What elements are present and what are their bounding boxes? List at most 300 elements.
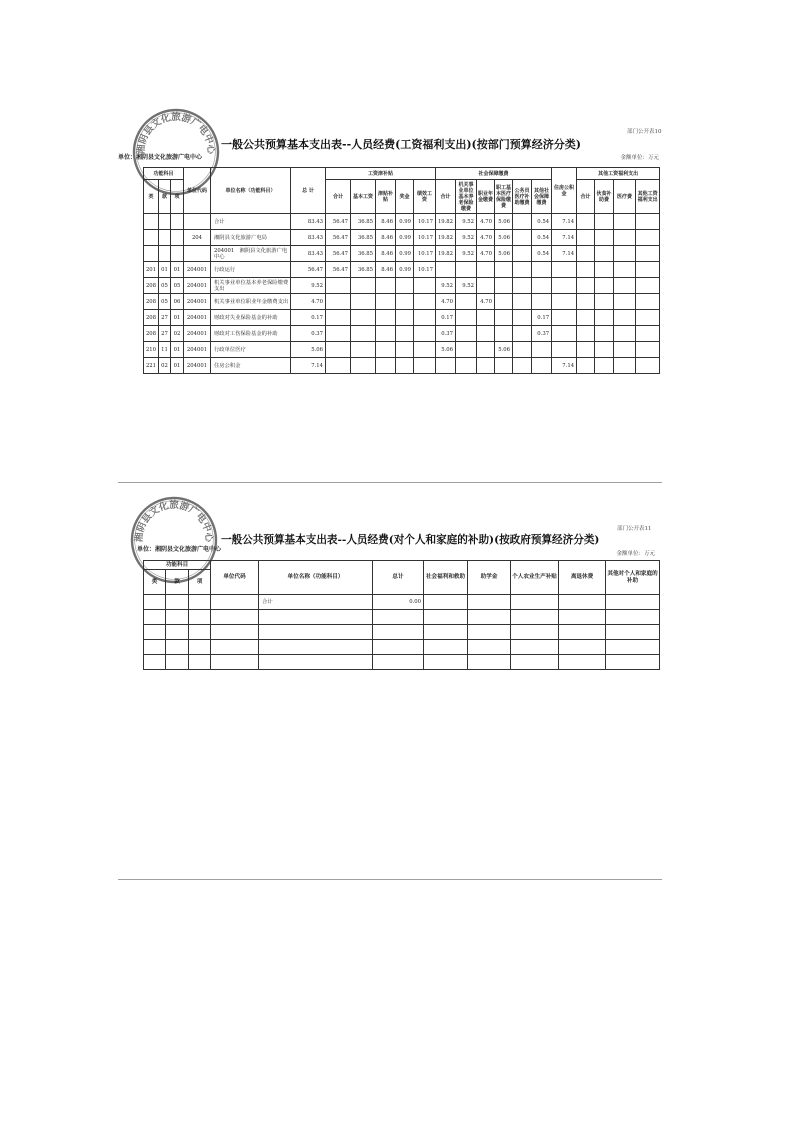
cell-class: 208 [144, 294, 159, 310]
cell-other-social [532, 294, 552, 310]
header-item: 项 [189, 570, 211, 595]
cell-other-welfare [636, 326, 660, 342]
cell-class: 221 [144, 358, 159, 374]
cell-total: 9.52 [291, 278, 326, 294]
cell-performance-wage: 10.17 [414, 214, 436, 230]
cell-unit-name: 湘阴县文化旅游广电局 [211, 230, 291, 246]
cell-bonus [396, 278, 414, 294]
cell-agri-subsidy [511, 640, 559, 655]
cell-total: 56.47 [291, 262, 326, 278]
cell-medical-fee [614, 342, 636, 358]
cell-meal-subsidy [595, 326, 614, 342]
cell-medical-insurance: 5.06 [495, 230, 513, 246]
cell-unit-name [259, 655, 373, 670]
cell-other-welfare [636, 262, 660, 278]
cell-medical-insurance [495, 358, 513, 374]
header-unit-code: 单位代码 [211, 561, 259, 595]
header-total: 总 计 [291, 168, 326, 214]
cell-stipend [468, 595, 511, 610]
header-bonus: 奖金 [396, 180, 414, 214]
cell-civil-medical [513, 294, 532, 310]
cell-social-total: 0.37 [436, 326, 456, 342]
cell-total: 83.43 [291, 246, 326, 262]
cell-class [144, 595, 166, 610]
cell-basic-wage [351, 294, 376, 310]
cell-meal-subsidy [595, 294, 614, 310]
cell-other-social: 0.54 [532, 214, 552, 230]
cell-class: 201 [144, 262, 159, 278]
cell-allowance: 8.46 [376, 246, 396, 262]
cell-bonus [396, 358, 414, 374]
cell-retirement [559, 640, 606, 655]
cell-agri-subsidy [511, 595, 559, 610]
document-title: 一般公共预算基本支出表--人员经费(工资福利支出)(按部门预算经济分类) [221, 138, 581, 151]
scan-edge-line [118, 482, 662, 483]
cell-performance-wage [414, 294, 436, 310]
cell-basic-wage [351, 358, 376, 374]
cell-medical-fee [614, 278, 636, 294]
cell-pension: 9.52 [456, 230, 477, 246]
cell-item: 05 [171, 278, 184, 294]
cell-medical-insurance: 5.06 [495, 342, 513, 358]
seal-text: 湘阴县文化旅游广电中心 [133, 499, 215, 543]
form-number: 部门公开表11 [617, 526, 652, 532]
cell-annuity [477, 358, 495, 374]
header-stipend: 助学金 [468, 561, 511, 595]
cell-stipend [468, 625, 511, 640]
cell-performance-wage [414, 342, 436, 358]
cell-allowance [376, 310, 396, 326]
cell-allowance [376, 358, 396, 374]
cell-performance-wage [414, 358, 436, 374]
cell-pension [456, 342, 477, 358]
header-wage-group: 工资津补贴 [326, 168, 436, 180]
cell-other-welfare [636, 246, 660, 262]
table-row [144, 294, 660, 310]
cell-bonus: 0.99 [396, 246, 414, 262]
cell-other-total [577, 310, 595, 326]
cell-housing-fund [552, 326, 577, 342]
header-item: 项 [171, 180, 184, 214]
cell-unit-code: 204001 [184, 342, 211, 358]
unit-label: 单位：湘阴县文化旅游广电中心 [118, 154, 203, 161]
cell-unit-code: 204001 [184, 326, 211, 342]
cell-meal-subsidy [595, 246, 614, 262]
cell-annuity: 4.70 [477, 294, 495, 310]
cell-other-family-subsidy [606, 640, 660, 655]
cell-annuity [477, 262, 495, 278]
cell-item [189, 595, 211, 610]
cell-total: 5.06 [291, 342, 326, 358]
cell-social-welfare [424, 610, 468, 625]
header-subclass: 款 [159, 180, 171, 214]
cell-civil-medical [513, 246, 532, 262]
cell-unit-name [259, 640, 373, 655]
cell-total [373, 655, 424, 670]
cell-class [144, 625, 166, 640]
cell-medical-fee [614, 326, 636, 342]
header-social-welfare: 社会福利和救助 [424, 561, 468, 595]
cell-other-family-subsidy [606, 610, 660, 625]
cell-item: 01 [171, 342, 184, 358]
table-row [144, 640, 660, 655]
cell-medical-fee [614, 230, 636, 246]
cell-other-welfare [636, 310, 660, 326]
cell-basic-wage [351, 310, 376, 326]
cell-medical-insurance: 5.06 [495, 214, 513, 230]
cell-basic-wage [351, 326, 376, 342]
cell-subclass [159, 214, 171, 230]
cell-subclass [159, 230, 171, 246]
cell-civil-medical [513, 278, 532, 294]
cell-bonus [396, 326, 414, 342]
cell-total: 4.70 [291, 294, 326, 310]
cell-bonus [396, 310, 414, 326]
cell-pension [456, 326, 477, 342]
cell-civil-medical [513, 230, 532, 246]
cell-item [189, 610, 211, 625]
cell-bonus: 0.99 [396, 214, 414, 230]
cell-other-total [577, 262, 595, 278]
header-other-total: 合计 [577, 180, 595, 214]
cell-other-welfare [636, 294, 660, 310]
cell-housing-fund [552, 262, 577, 278]
cell-housing-fund [552, 310, 577, 326]
header-allowance: 津贴补贴 [376, 180, 396, 214]
cell-medical-fee [614, 358, 636, 374]
cell-other-social [532, 358, 552, 374]
cell-meal-subsidy [595, 342, 614, 358]
cell-unit-code: 204 [184, 230, 211, 246]
cell-other-total [577, 294, 595, 310]
cell-social-welfare [424, 655, 468, 670]
cell-unit-code: 204001 [184, 294, 211, 310]
cell-allowance: 8.46 [376, 230, 396, 246]
cell-class: 208 [144, 310, 159, 326]
cell-bonus [396, 294, 414, 310]
cell-pension [456, 294, 477, 310]
cell-subclass [159, 246, 171, 262]
table-row [144, 326, 660, 342]
cell-other-total [577, 358, 595, 374]
table-row [144, 358, 660, 374]
cell-social-total: 5.06 [436, 342, 456, 358]
cell-agri-subsidy [511, 610, 559, 625]
cell-other-total [577, 214, 595, 230]
cell-subclass [166, 640, 189, 655]
cell-annuity [477, 326, 495, 342]
cell-annuity [477, 278, 495, 294]
cell-pension: 9.52 [456, 214, 477, 230]
cell-subclass: 01 [159, 262, 171, 278]
cell-unit-code: 204001 [184, 358, 211, 374]
cell-other-welfare [636, 342, 660, 358]
cell-subclass [166, 610, 189, 625]
cell-stipend [468, 655, 511, 670]
table-row [144, 310, 660, 326]
cell-agri-subsidy [511, 625, 559, 640]
cell-civil-medical [513, 310, 532, 326]
cell-class [144, 610, 166, 625]
cell-medical-fee [614, 310, 636, 326]
cell-civil-medical [513, 262, 532, 278]
header-other-welfare: 其他工资福利支出 [636, 180, 660, 214]
cell-meal-subsidy [595, 262, 614, 278]
cell-other-welfare [636, 358, 660, 374]
cell-class [144, 246, 159, 262]
cell-bonus [396, 342, 414, 358]
cell-class: 208 [144, 278, 159, 294]
cell-item [171, 214, 184, 230]
cell-other-family-subsidy [606, 595, 660, 610]
cell-allowance [376, 294, 396, 310]
cell-medical-insurance: 5.06 [495, 246, 513, 262]
cell-unit-code: 204001 [184, 262, 211, 278]
cell-item [171, 230, 184, 246]
cell-wage-total [326, 294, 351, 310]
document-title: 一般公共预算基本支出表--人员经费(对个人和家庭的补助)(按政府预算经济分类) [221, 534, 600, 546]
cell-class: 208 [144, 326, 159, 342]
cell-subclass [166, 595, 189, 610]
cell-total: 0.17 [291, 310, 326, 326]
cell-social-welfare [424, 640, 468, 655]
cell-other-total [577, 278, 595, 294]
cell-housing-fund [552, 342, 577, 358]
cell-item [171, 246, 184, 262]
cell-subclass: 05 [159, 294, 171, 310]
cell-unit-name: 财政对失业保险基金的补助 [211, 310, 291, 326]
amount-unit-label: 金额单位：万元 [616, 551, 655, 557]
cell-unit-name: 住房公积金 [211, 358, 291, 374]
cell-medical-insurance [495, 278, 513, 294]
cell-other-total [577, 246, 595, 262]
cell-class: 210 [144, 342, 159, 358]
cell-unit-code [211, 625, 259, 640]
cell-wage-total [326, 342, 351, 358]
header-social-total: 合计 [436, 180, 456, 214]
cell-subclass: 11 [159, 342, 171, 358]
cell-wage-total: 56.47 [326, 246, 351, 262]
cell-item: 01 [171, 358, 184, 374]
header-unit-name: 单位名称（功能科目） [211, 168, 291, 214]
cell-basic-wage: 36.85 [351, 214, 376, 230]
cell-performance-wage: 10.17 [414, 262, 436, 278]
cell-wage-total [326, 326, 351, 342]
cell-social-total: 9.52 [436, 278, 456, 294]
cell-other-total [577, 230, 595, 246]
cell-performance-wage [414, 278, 436, 294]
cell-unit-name: 合计 [211, 214, 291, 230]
cell-unit-code: 204001 [184, 310, 211, 326]
cell-other-total [577, 326, 595, 342]
cell-other-total [577, 342, 595, 358]
header-wage-total: 合计 [326, 180, 351, 214]
cell-item [189, 640, 211, 655]
header-subclass: 款 [166, 570, 189, 595]
cell-basic-wage [351, 342, 376, 358]
cell-social-total [436, 262, 456, 278]
cell-social-total [436, 358, 456, 374]
cell-unit-code: 204001 [184, 278, 211, 294]
cell-agri-subsidy [511, 655, 559, 670]
cell-other-social [532, 278, 552, 294]
cell-medical-fee [614, 246, 636, 262]
cell-total [373, 610, 424, 625]
table-row [144, 610, 660, 625]
cell-other-family-subsidy [606, 625, 660, 640]
cell-unit-name: 机关事业单位基本养老保险缴费支出 [211, 278, 291, 294]
cell-allowance [376, 326, 396, 342]
cell-basic-wage: 36.85 [351, 246, 376, 262]
seal-text: 湘阴县文化旅游广电中心 [135, 111, 217, 155]
cell-wage-total [326, 278, 351, 294]
cell-social-total: 4.70 [436, 294, 456, 310]
table-row [144, 262, 660, 278]
cell-total: 7.14 [291, 358, 326, 374]
cell-other-social [532, 342, 552, 358]
form-number: 部门公开表10 [627, 129, 662, 135]
cell-item: 01 [171, 262, 184, 278]
cell-wage-total: 56.47 [326, 262, 351, 278]
cell-subclass: 27 [159, 310, 171, 326]
cell-item: 01 [171, 310, 184, 326]
cell-social-total: 19.82 [436, 214, 456, 230]
cell-medical-insurance [495, 310, 513, 326]
header-total: 总计 [373, 561, 424, 595]
cell-class [144, 640, 166, 655]
cell-other-social [532, 262, 552, 278]
cell-medical-insurance [495, 326, 513, 342]
cell-wage-total: 56.47 [326, 230, 351, 246]
cell-medical-insurance [495, 294, 513, 310]
cell-other-social: 0.37 [532, 326, 552, 342]
header-housing-fund: 住房公积金 [552, 168, 577, 214]
header-unit-code: 单位代码 [184, 168, 211, 214]
header-medical-insurance: 职工基本医疗保险缴费 [495, 180, 513, 214]
header-agri-subsidy: 个人农业生产补贴 [511, 561, 559, 595]
cell-annuity: 4.70 [477, 246, 495, 262]
cell-unit-name: 行政运行 [211, 262, 291, 278]
cell-housing-fund: 7.14 [552, 358, 577, 374]
cell-stipend [468, 640, 511, 655]
cell-performance-wage [414, 310, 436, 326]
cell-subclass: 05 [159, 278, 171, 294]
cell-housing-fund: 7.14 [552, 246, 577, 262]
cell-basic-wage [351, 278, 376, 294]
cell-unit-name: 合计 [259, 595, 373, 610]
cell-basic-wage: 36.85 [351, 230, 376, 246]
header-civil-medical: 公务员医疗补助缴费 [513, 180, 532, 214]
cell-annuity: 4.70 [477, 214, 495, 230]
cell-performance-wage [414, 326, 436, 342]
cell-unit-code [211, 610, 259, 625]
cell-retirement [559, 625, 606, 640]
cell-pension: 9.52 [456, 246, 477, 262]
header-social-group: 社会保障缴费 [436, 168, 552, 180]
cell-unit-code [184, 246, 211, 262]
cell-unit-code [184, 214, 211, 230]
cell-medical-fee [614, 294, 636, 310]
total-row [144, 595, 660, 610]
cell-class [144, 214, 159, 230]
cell-civil-medical [513, 214, 532, 230]
cell-medical-insurance [495, 262, 513, 278]
cell-annuity [477, 310, 495, 326]
cell-meal-subsidy [595, 278, 614, 294]
wage-welfare-expense-table [143, 167, 660, 374]
header-performance-wage: 绩效工资 [414, 180, 436, 214]
cell-annuity [477, 342, 495, 358]
cell-other-family-subsidy [606, 655, 660, 670]
cell-pension: 9.52 [456, 278, 477, 294]
cell-meal-subsidy [595, 358, 614, 374]
cell-allowance [376, 342, 396, 358]
cell-pension [456, 358, 477, 374]
total-row [144, 214, 660, 230]
cell-pension [456, 310, 477, 326]
header-annuity: 职业年金缴费 [477, 180, 495, 214]
header-other-family-subsidy: 其他对个人和家庭的补助 [606, 561, 660, 595]
cell-civil-medical [513, 342, 532, 358]
cell-item: 02 [171, 326, 184, 342]
cell-social-welfare [424, 625, 468, 640]
cell-stipend [468, 610, 511, 625]
cell-allowance: 8.46 [376, 262, 396, 278]
cell-wage-total: 56.47 [326, 214, 351, 230]
scan-edge-line [118, 879, 662, 880]
header-function-subject: 功能科目 [144, 561, 211, 570]
cell-meal-subsidy [595, 310, 614, 326]
cell-retirement [559, 655, 606, 670]
cell-other-welfare [636, 214, 660, 230]
cell-allowance: 8.46 [376, 214, 396, 230]
cell-meal-subsidy [595, 230, 614, 246]
cell-meal-subsidy [595, 214, 614, 230]
cell-total [373, 625, 424, 640]
cell-other-social: 0.54 [532, 230, 552, 246]
header-medical-fee: 医疗费 [614, 180, 636, 214]
cell-medical-fee [614, 214, 636, 230]
cell-social-total: 19.82 [436, 246, 456, 262]
header-other-social: 其他社会保障缴费 [532, 180, 552, 214]
cell-other-social: 0.54 [532, 246, 552, 262]
header-retirement: 离退休费 [559, 561, 606, 595]
cell-housing-fund: 7.14 [552, 230, 577, 246]
cell-social-total: 19.82 [436, 230, 456, 246]
cell-subclass [166, 625, 189, 640]
cell-performance-wage: 10.17 [414, 230, 436, 246]
cell-total: 83.43 [291, 214, 326, 230]
svg-text:湘阴县文化旅游广电中心 [135, 111, 218, 155]
cell-allowance [376, 278, 396, 294]
cell-item [189, 625, 211, 640]
cell-basic-wage: 36.85 [351, 262, 376, 278]
cell-other-welfare [636, 230, 660, 246]
cell-wage-total [326, 358, 351, 374]
cell-housing-fund: 7.14 [552, 214, 577, 230]
cell-bonus: 0.99 [396, 230, 414, 246]
header-class: 类 [144, 180, 159, 214]
cell-medical-fee [614, 262, 636, 278]
cell-other-social: 0.17 [532, 310, 552, 326]
cell-pension [456, 262, 477, 278]
cell-bonus: 0.99 [396, 262, 414, 278]
cell-total: 0.37 [291, 326, 326, 342]
unit-label: 单位：湘阴县文化旅游广电中心 [137, 546, 222, 553]
cell-other-welfare [636, 278, 660, 294]
cell-retirement [559, 595, 606, 610]
header-other-welfare-group: 其他工资福利支出 [577, 168, 660, 180]
